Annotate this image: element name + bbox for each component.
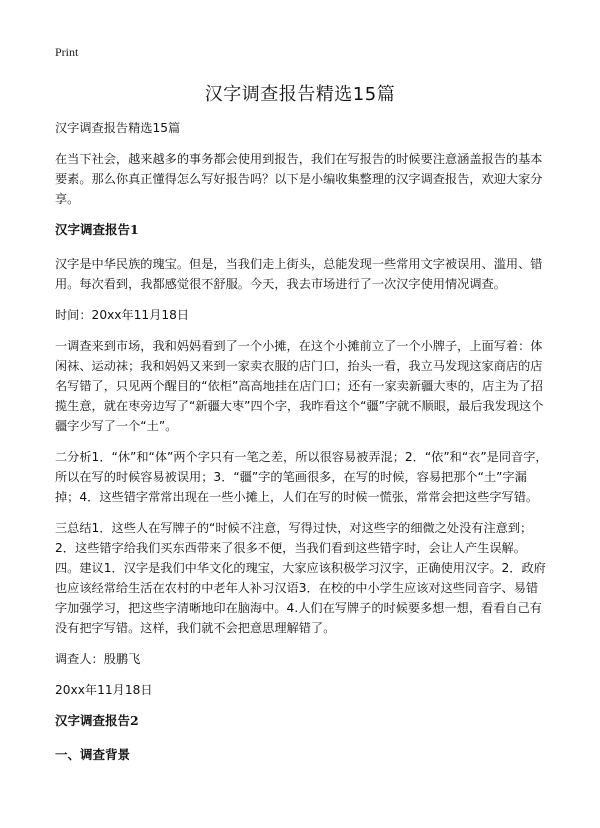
print-label[interactable]: Print xyxy=(55,45,79,59)
report2-section-heading: 一、调查背景 xyxy=(55,747,131,762)
intro-paragraph: 在当下社会，越来越多的事务都会使用到报告，我们在写报告的时候要注意涵盖报告的基本要素。那么你真正懂得怎么写好报告吗？以下是小编收集整理的汉字调查报告，欢迎大家分享。 xyxy=(55,152,543,206)
report1-date: 20xx年11月18日 xyxy=(55,683,153,697)
report1-paragraph-1: 汉字是中华民族的瑰宝。但是，当我们走上街头，总能发现一些常用文字被误用、滥用、错用。每次看到，我都感觉很不舒服。今天，我去市场进行了一次汉字使用情况调查。 xyxy=(55,257,543,291)
report1-paragraph-summary: 三总结1．这些人在写牌子的“时候不注意，写得过快，对这些字的细微之处没有注意到；2．这些错字给我们买东西带来了很多不便，当我们看到这些错字时，会让人产生误解。四。建议1．汉字是我们中华文化的瑰宝，大家应该积极学习汉字，正确使用汉字。2．政府也应该经常给生活在农村的中老年人补习汉语3．在校的中小学生应该对这些同音字、易错字加强学习，把这些字清晰地印在脑海中。4.人们在写牌子的时候要多想一想，看看自己有没有把字写错。这样，我们就不会把意思理解错了。 xyxy=(55,521,546,635)
document-body xyxy=(55,118,548,779)
report1-paragraph-analysis: 二分析1．“休”和“体”两个字只有一笔之差，所以很容易被弄混；2．“依”和“衣”是同音字，所以在写的时候容易被误用；3．“疆”字的笔画很多，在写的时候，容易把那个“土”字漏掉；4．这些错字常常出现在一些小摊上，人们在写的时候一慌张，常常会把这些字写错。 xyxy=(55,450,548,504)
report1-heading: 汉字调查报告1 xyxy=(55,222,139,237)
page-title: 汉字调查报告精选15篇 xyxy=(204,84,396,105)
report1-investigator: 调查人：殷鹏飞 xyxy=(55,652,141,666)
report2-heading: 汉字调查报告2 xyxy=(55,713,139,728)
report1-paragraph-survey: 一调查来到市场，我和妈妈看到了一个小摊，在这个小摊前立了一个小牌子，上面写着：体闲袜、运动袜；我和妈妈又来到一家卖衣服的店门口，抬头一看，我立马发现这家商店的店名写错了，只见两个醒目的“依柜”高高地挂在店门口；还有一家卖新疆大枣的，店主为了招揽生意，就在枣旁边写了“新疆大枣”四个字，我昨看这个“疆”字就不顺眼，最后我发现这个疆字少写了一个“土”。 xyxy=(55,339,544,433)
intro-subtitle: 汉字调查报告精选15篇 xyxy=(55,121,181,135)
report1-time: 时间：20xx年11月18日 xyxy=(55,308,190,322)
